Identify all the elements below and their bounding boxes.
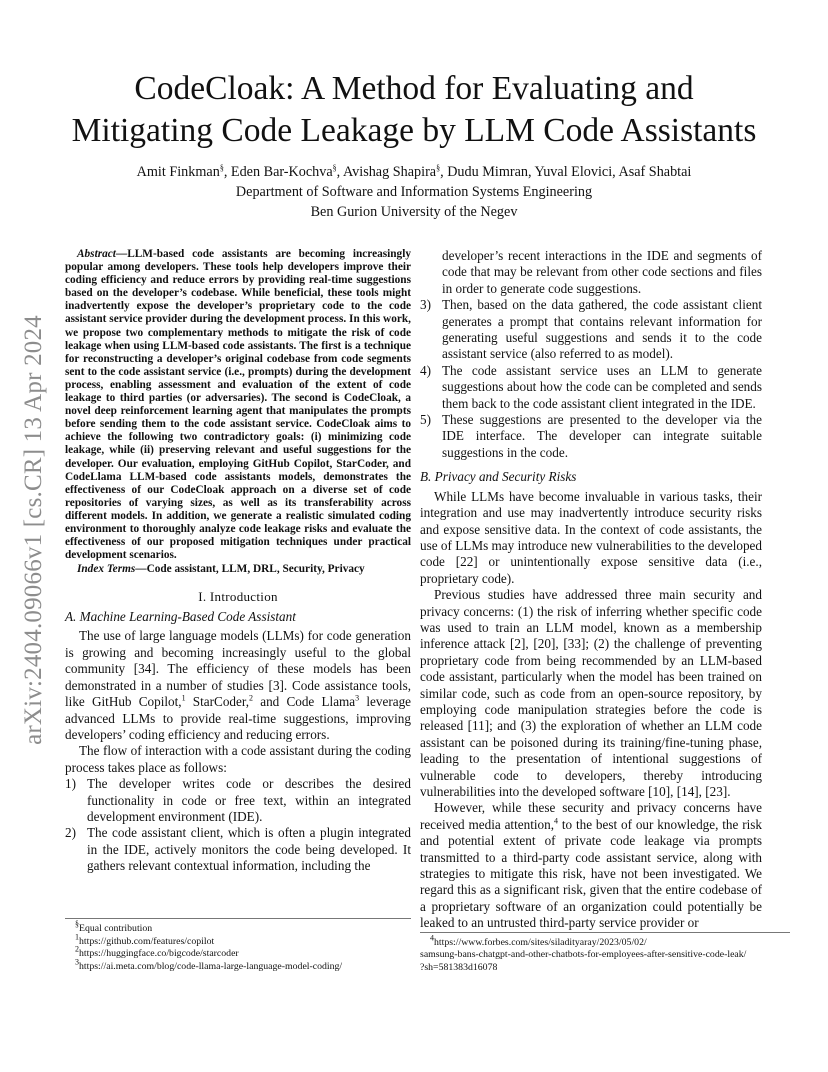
left-column [65, 248, 411, 875]
intro-paragraph-1: The use of large language models (LLMs) for code generation is growing and becoming increasingly useful to the global community [34]. The efficiency of these models has been demonstrated in a number of studies [3]. Code assistance tools, like GitHub Copilot,$^1$ StarCoder,$^2$ and Code Llama$^3$ leverage advanced LLMs to provide real-time suggestions, improving developers’ coding efficiency and reducing errors. [65, 628, 412, 742]
abstract [65, 248, 411, 562]
subsection-heading-a: A. Machine Learning-Based Code Assistant [65, 609, 296, 625]
footnote: §Equal contribution [75, 919, 153, 934]
right-column [420, 248, 762, 932]
list-item: 2) The code assistant client, which is often a plugin integrated in the IDE, actively monitors the code being developed. It gathers relevant contextual information, including the [65, 825, 411, 874]
abstract-label: Abstract [77, 248, 116, 260]
footnotes-left [65, 918, 411, 973]
abstract-text: —LLM-based code assistants are becoming increasingly popular among developers. These tools help developers improve their coding efficiency and reduce errors by providing real-time suggestions based on the developer’s codebase. While beneficial, these tools might inadvertently expose the developer’s proprietary code to the code assistant service provider during the development process. In this work, we propose two complementary methods to mitigate the risk of code leakage when using LLM-based code assistants. The first is a technique for reconstructing a developer’s original codebase from code segments sent to the code assistant service (i.e., prompts) during the development process, enabling assessment and evaluation of the extent of code leakage to third parties (or adversaries). The second is CodeCloak, a novel deep reinforcement learning agent that manipulates the prompts before sending them to the code assistant service. CodeCloak aims to achieve the following two contradictory goals: (i) minimizing code leakage, while (ii) preserving relevant and useful suggestions for the developer. Our evaluation, employing GitHub Copilot, StarCoder, and CodeLlama LLM-based code assistants models, demonstrates the effectiveness of our CodeCloak approach on a diverse set of code repositories of varying sizes, as well as its transferability across different models. In addition, we generate a realistic simulated coding environment to thoroughly analyze code leakage risks and evaluate the effectiveness of our proposed mitigation techniques under practical development scenarios. [65, 248, 411, 562]
footnote-link: samsung-bans-chatgpt-and-other-chatbots-for-employees-after-sensitive-code-leak/ [420, 949, 747, 961]
list-item: 5) These suggestions are presented to the developer via the IDE interface. The developer can integrate suitable suggestions in the code. [420, 412, 762, 460]
index-terms-label: Index Terms [77, 563, 136, 576]
interaction-flow-list [65, 776, 411, 874]
arxiv-identifier: arXiv:2404.09066v1 [cs.CR] 13 Apr 2024 [20, 315, 47, 745]
footnote-link: ?sh=581383d16078 [420, 961, 498, 973]
index-terms-text: —Code assistant, LLM, DRL, Security, Privacy [135, 563, 365, 576]
subsection-heading-b: B. Privacy and Security Risks [420, 469, 577, 485]
list-item: 1) The developer writes code or describes the desired functionality in code or free text, within an integrated development environment (IDE). [65, 776, 411, 824]
paper-title [40, 68, 788, 152]
footnote-link: https://www.forbes.com/sites/siladityaray/2023/05/02/ [434, 937, 647, 948]
title-line-1: CodeCloak: A Method for Evaluating and [134, 70, 694, 107]
list-item: developer’s recent interactions in the IDE and segments of code that may be relevant from other code sections and files in order to generate code suggestions. [442, 248, 762, 296]
list-item: 3) Then, based on the data gathered, the code assistant client generates a prompt that contains relevant information for generating useful suggestions and sends it to the code assistant service (also referred to as model). [420, 297, 762, 362]
author-department: Department of Software and Information Systems Engineering [235, 184, 593, 200]
privacy-paragraph-3: However, while these security and privacy concerns have received media attention,$^4$ to the best of our knowledge, the risk and potential extent of private code leakage via prompts transmitted to a third-party code assistant service, along with strategies to mitigate this risk, have not been investigated. We regard this as a significant risk, given that the entire codebase of a proprietary software of an organization could potentially be leaked to an untrusted third-party service provider or [420, 800, 762, 931]
interaction-flow-list-continued [420, 248, 762, 461]
list-item: 4) The code assistant service uses an LLM to generate suggestions about how the code can be completed and sends them back to the code assistant client integrated in the IDE. [420, 362, 762, 411]
privacy-paragraph-2: Previous studies have addressed three main security and privacy concerns: (1) the risk of inferring whether specific code was used to train an LLM model, known as a membership inference attack [2], [20], [33]; (2) the challenge of preventing proprietary code from being recommended by an LLM-based code assistant, particularly when the model has been trained on similar code, such as code from an open-source repository, by employing code manipulation strategies before the code is released [11]; and (3) the exploration of whether an LLM code assistant can be poisoned during its training/fine-tuning phase, leading to the presentation of intentional suggestions of vulnerable code to developers, thereby introducing vulnerabilities into the developed software [10], [14], [23]. [420, 587, 762, 799]
author-university: Ben Gurion University of the Negev [310, 204, 518, 220]
index-terms [65, 563, 411, 576]
intro-paragraph-2: The flow of interaction with a code assistant during the coding process takes place as follows: [65, 743, 411, 775]
privacy-paragraph-1: While LLMs have become invaluable in various tasks, their integration and use may inadvertently introduce security risks and expose sensitive data. In the context of code assistants, the use of LLMs may introduce new vulnerabilities to the developed code [22] or unintentionally expose sensitive data (i.e., proprietary code). [420, 488, 762, 586]
author-names: Amit Finkman§, Eden Bar-Kochva§, Avishag Shapira§, Dudu Mimran, Yuval Elovici, Asaf Shabtai [136, 163, 692, 180]
footnote: $^3$https://ai.meta.com/blog/code-llama-large-language-model-coding/ [75, 957, 343, 972]
footnote-right: $^4$https://www.forbes.com/sites/siladityaray/2023/05/02/ samsung-bans-chatgpt-and-other-chatbots-for-employees-after-sensitive-code-leak/ ?sh=581383d16078 [420, 932, 790, 974]
footnote: $^2$https://huggingface.co/bigcode/starcoder [75, 944, 239, 960]
section-heading-introduction: I. Introduction [198, 588, 278, 604]
author-block [40, 162, 788, 222]
footnote: $^1$https://github.com/features/copilot [75, 932, 215, 947]
title-line-2: Mitigating Code Leakage by LLM Code Assistants [71, 112, 757, 149]
